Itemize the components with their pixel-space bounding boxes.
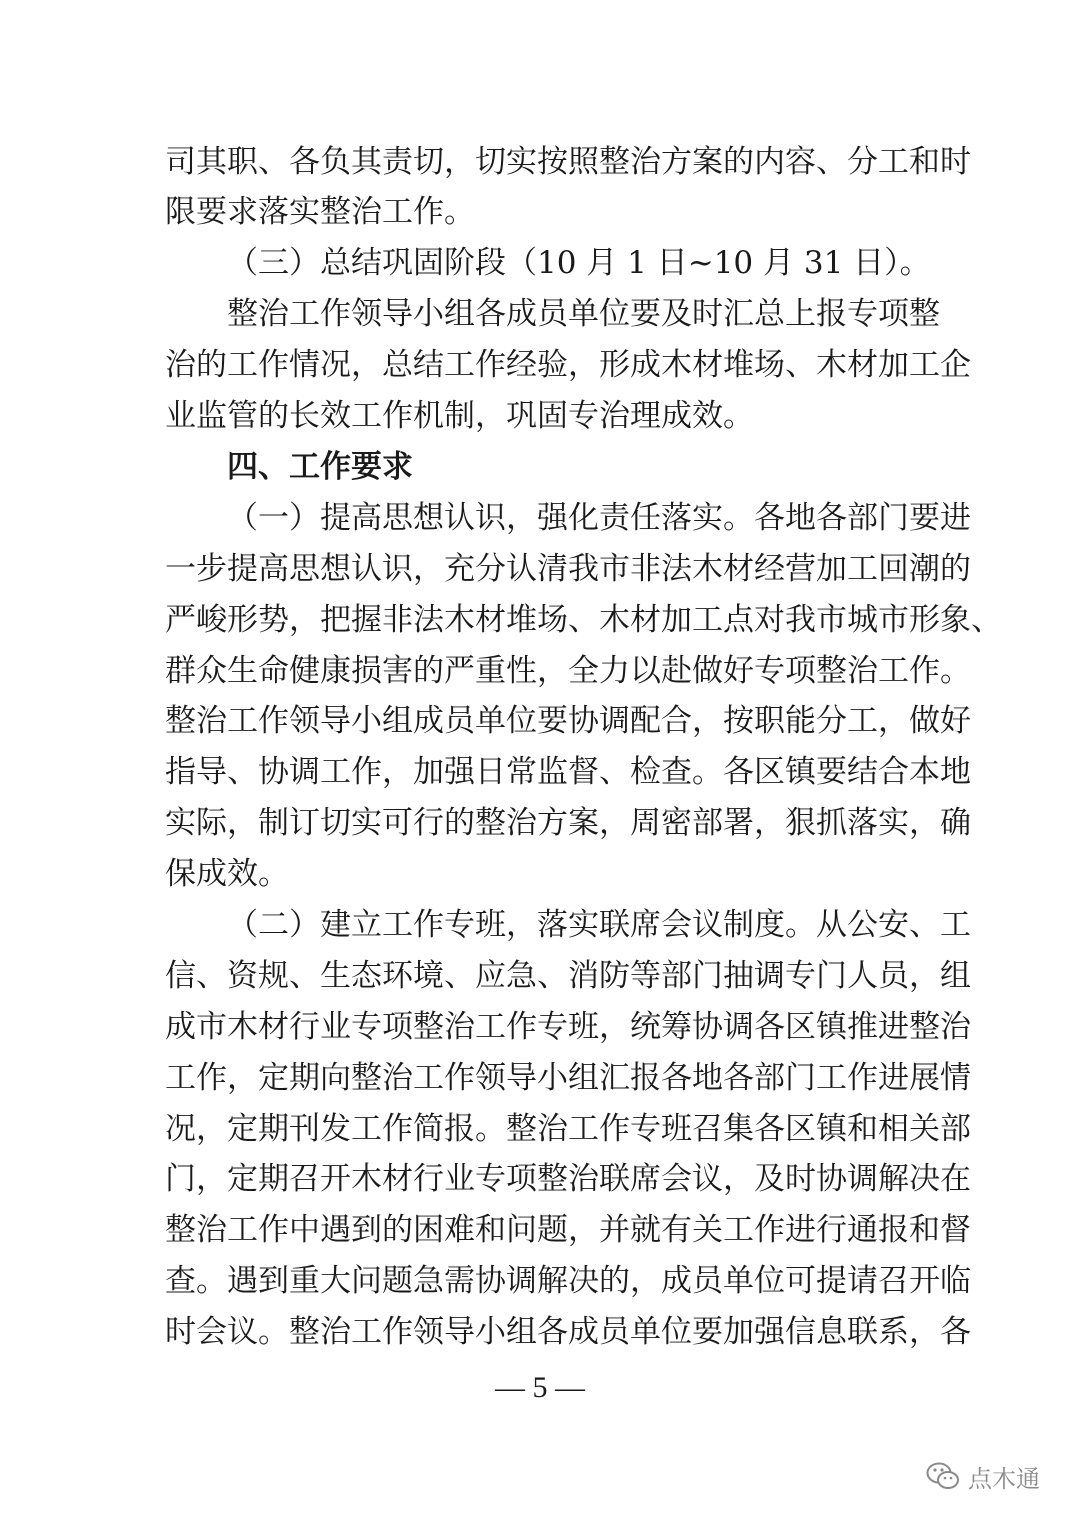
- body-line: 整治工作领导小组各成员单位要及时汇总上报专项整: [227, 296, 940, 332]
- body-line: 时会议。整治工作领导小组各成员单位要加强信息联系，各: [165, 1314, 971, 1350]
- body-line: 司其职、各负其责切，切实按照整治方案的内容、分工和时: [165, 144, 971, 180]
- body-line: 查。遇到重大问题急需协调解决的，成员单位可提请召开临: [165, 1263, 971, 1299]
- section-subheading: （三）总结巩固阶段（10 月 1 日~10 月 31 日）。: [227, 245, 931, 281]
- body-line: （一）提高思想认识，强化责任落实。各地各部门要进: [227, 500, 971, 536]
- body-line: 信、资规、生态环境、应急、消防等部门抽调专门人员，组: [165, 958, 971, 994]
- watermark: [926, 1456, 1040, 1496]
- body-line: 业监管的长效工作机制，巩固专治理成效。: [165, 398, 754, 434]
- body-line: 整治工作中遇到的困难和问题，并就有关工作进行通报和督: [165, 1212, 971, 1248]
- watermark-text: 点木通: [968, 1464, 1040, 1493]
- body-line: 成市木材行业专项整治工作专班，统筹协调各区镇推进整治: [165, 1009, 971, 1045]
- body-line: 群众生命健康损害的严重性，全力以赴做好专项整治工作。: [165, 653, 971, 689]
- page-number: — 5 —: [495, 1371, 585, 1404]
- body-line: 限要求落实整治工作。: [165, 194, 475, 230]
- body-line: 整治工作领导小组成员单位要协调配合，按职能分工，做好: [165, 703, 971, 739]
- body-line: （二）建立工作专班，落实联席会议制度。从公安、工: [227, 907, 971, 943]
- body-line: 治的工作情况，总结工作经验，形成木材堆场、木材加工企: [165, 347, 971, 383]
- section-heading: 四、工作要求: [227, 449, 413, 485]
- body-line: 实际，制订切实可行的整治方案，周密部署，狠抓落实，确: [165, 805, 971, 841]
- body-line: 一步提高思想认识，充分认清我市非法木材经营加工回潮的: [165, 551, 971, 587]
- body-line: 保成效。: [165, 856, 289, 892]
- wechat-icon: [926, 1461, 960, 1491]
- body-line: 指导、协调工作，加强日常监督、检查。各区镇要结合本地: [165, 754, 971, 790]
- body-line: 严峻形势，把握非法木材堆场、木材加工点对我市城市形象、: [165, 602, 1002, 638]
- body-line: 工作，定期向整治工作领导小组汇报各地各部门工作进展情: [165, 1060, 971, 1096]
- body-line: 门，定期召开木材行业专项整治联席会议，及时协调解决在: [165, 1161, 971, 1197]
- body-line: 况，定期刊发工作简报。整治工作专班召集各区镇和相关部: [165, 1111, 971, 1147]
